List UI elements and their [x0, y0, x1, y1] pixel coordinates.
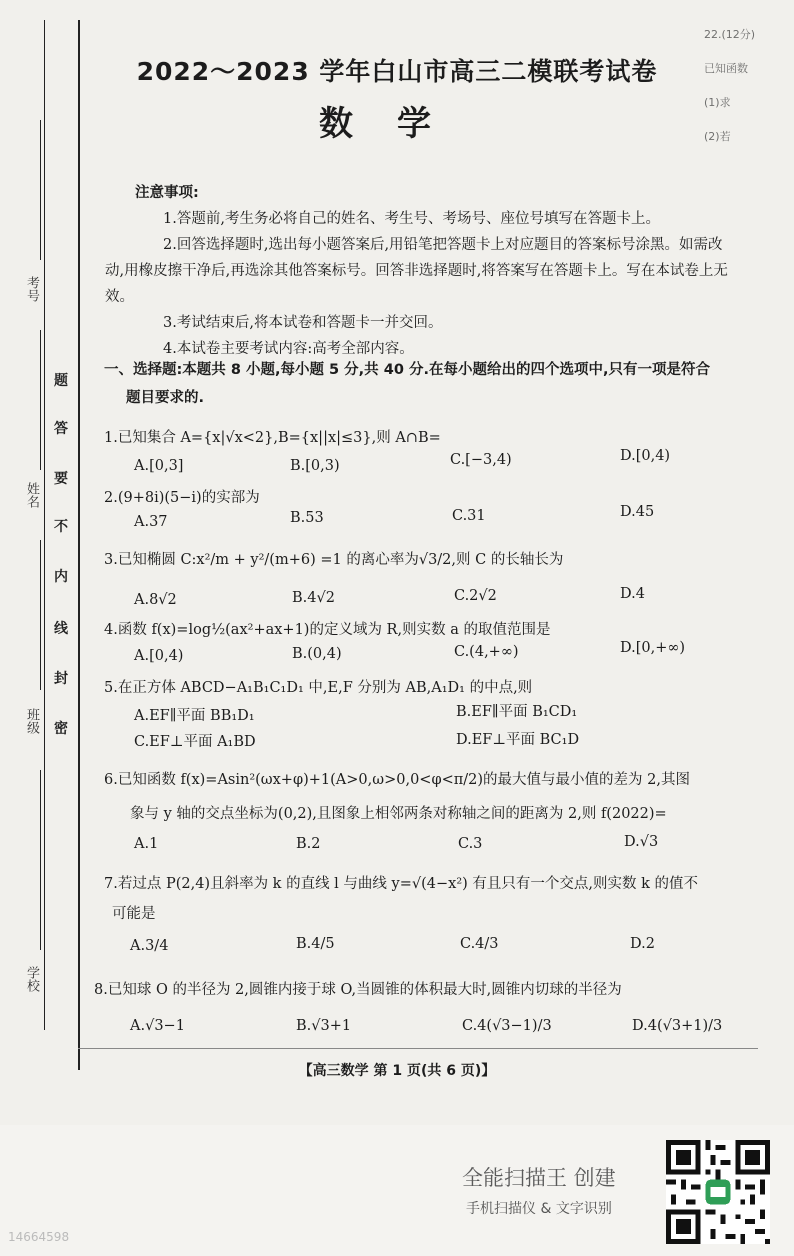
section-line: 题目要求的. — [126, 390, 205, 406]
option-c: C.3 — [458, 836, 483, 852]
option-d: D.4 — [620, 586, 645, 602]
field-exam-number: 考号 — [24, 276, 39, 302]
question-stem: 8.已知球 O 的半径为 2,圆锥内接于球 O,当圆锥的体积最大时,圆锥内切球的半径为 — [94, 982, 622, 998]
question-stem-continued: 象与 y 轴的交点坐标为(0,2),且图象上相邻两条对称轴之间的距离为 2,则 f(2022)= — [130, 806, 667, 822]
option-a: A.3/4 — [130, 938, 169, 954]
notes-title: 注意事项: — [135, 185, 199, 201]
option-b: B.EF∥平面 B₁CD₁ — [456, 704, 578, 720]
subject-title: 数学 — [319, 104, 475, 144]
option-b: B.(0,4) — [292, 646, 342, 662]
question-stem-continued: 可能是 — [112, 906, 156, 922]
option-a: A.EF∥平面 BB₁D₁ — [134, 708, 255, 724]
seal-char: 题 — [54, 373, 68, 389]
option-c: C.2√2 — [454, 588, 497, 604]
section-heading — [104, 356, 764, 412]
field-line — [40, 330, 41, 470]
corner-line: (2)若 — [704, 130, 731, 143]
option-a: A.[0,3] — [134, 458, 184, 474]
question-stem: 1.已知集合 A={x|√x<2},B={x||x|≤3},则 A∩B= — [104, 430, 441, 446]
option-c: C.31 — [452, 508, 486, 524]
notes-block — [105, 180, 735, 362]
option-c: C.4(√3−1)/3 — [462, 1018, 552, 1034]
scanner-brand: 全能扫描王 创建 — [462, 1166, 616, 1190]
note-item: 3.考试结束后,将本试卷和答题卡一并交回。 — [163, 315, 443, 331]
option-d: D.EF⊥平面 BC₁D — [456, 732, 580, 748]
option-c: C.4/3 — [460, 936, 499, 952]
question-stem: 3.已知椭圆 C:x²/m + y²/(m+6) =1 的离心率为√3/2,则 C 的长轴长为 — [104, 552, 564, 568]
option-a: A.√3−1 — [130, 1018, 185, 1034]
page-footer: 【高三数学 第 1 页(共 6 页)】 — [298, 1063, 496, 1079]
option-c: C.EF⊥平面 A₁BD — [134, 734, 256, 750]
option-b: B.√3+1 — [296, 1018, 352, 1034]
option-b: B.4/5 — [296, 936, 335, 952]
option-c: C.(4,+∞) — [454, 644, 519, 660]
option-d: D.[0,4) — [620, 448, 671, 464]
note-item: 4.本试卷主要考试内容:高考全部内容。 — [163, 341, 414, 357]
seal-char: 要 — [54, 471, 68, 487]
qr-code-icon — [666, 1140, 770, 1244]
seal-char: 密 — [54, 721, 68, 737]
corner-line: 22.(12分) — [704, 28, 756, 41]
note-item: 2.回答选择题时,选出每小题答案后,用铅笔把答题卡上对应题目的答案标号涂黑。如需改动,用橡皮擦干净后,再选涂其他答案标号。回答非选择题时,将答案写在答题卡上。写在本试卷上无效。 — [105, 237, 728, 305]
question-stem: 2.(9+8i)(5−i)的实部为 — [104, 490, 260, 506]
option-d: D.[0,+∞) — [620, 640, 686, 656]
question-stem: 6.已知函数 f(x)=Asin²(ωx+φ)+1(A>0,ω>0,0<φ<π/2)的最大值与最小值的差为 2,其图 — [104, 772, 690, 788]
option-a: A.[0,4) — [134, 648, 184, 664]
exam-title: 2022～2023 学年白山市高三二模联考试卷 — [136, 57, 658, 86]
option-b: B.[0,3) — [290, 458, 340, 474]
seal-char: 封 — [54, 671, 68, 687]
field-class: 班级 — [24, 708, 39, 734]
question-stem: 5.在正方体 ABCD−A₁B₁C₁D₁ 中,E,F 分别为 AB,A₁D₁ 的中点,则 — [104, 680, 533, 696]
corner-line: 已知函数 — [704, 62, 748, 75]
seal-char: 内 — [54, 569, 68, 585]
option-d: D.4(√3+1)/3 — [632, 1018, 723, 1034]
field-line — [40, 540, 41, 690]
binding-line-right — [78, 20, 80, 1070]
option-d: D.2 — [630, 936, 655, 952]
option-a: A.1 — [134, 836, 159, 852]
option-b: B.2 — [296, 836, 321, 852]
corner-line: (1)求 — [704, 96, 731, 109]
seal-char: 不 — [54, 519, 68, 535]
question-stem: 7.若过点 P(2,4)且斜率为 k 的直线 l 与曲线 y=√(4−x²) 有且只有一个交点,则实数 k 的值不 — [104, 876, 699, 892]
field-name: 姓名 — [24, 482, 39, 508]
note-item: 1.答题前,考生务必将自己的姓名、考生号、考场号、座位号填写在答题卡上。 — [163, 211, 660, 227]
option-c: C.[−3,4) — [450, 452, 512, 468]
option-d: D.√3 — [624, 834, 659, 850]
seal-char: 答 — [54, 421, 68, 437]
option-a: A.8√2 — [134, 592, 177, 608]
field-line — [40, 770, 41, 950]
option-b: B.53 — [290, 510, 324, 526]
option-d: D.45 — [620, 504, 655, 520]
field-school: 学校 — [24, 966, 39, 992]
binding-line-left — [44, 20, 45, 1030]
question-stem: 4.函数 f(x)=log½(ax²+ax+1)的定义域为 R,则实数 a 的取值范围是 — [104, 622, 551, 638]
seal-char: 线 — [54, 621, 68, 637]
option-b: B.4√2 — [292, 590, 335, 606]
section-line: 一、选择题:本题共 8 小题,每小题 5 分,共 40 分.在每小题给出的四个选项中,只有一项是符合 — [104, 362, 710, 378]
scanner-tagline: 手机扫描仪 & 文字识别 — [466, 1201, 612, 1217]
option-a: A.37 — [134, 514, 168, 530]
footer-rule — [78, 1048, 758, 1049]
document-id: 14664598 — [8, 1230, 70, 1244]
